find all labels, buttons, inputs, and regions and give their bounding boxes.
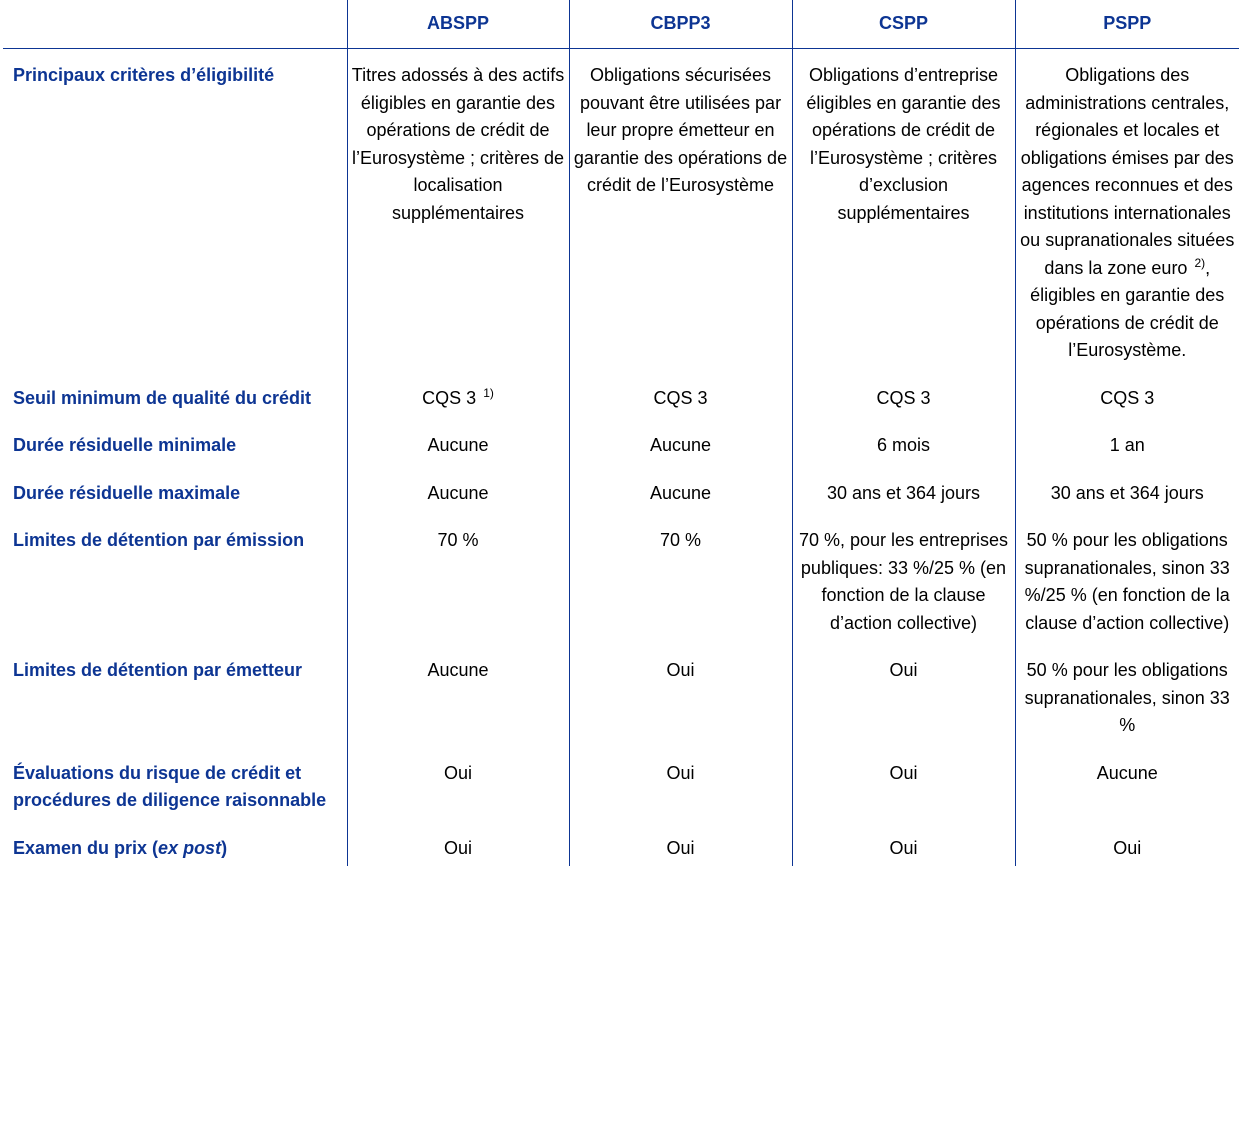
- cell-text: 70 %, pour les entreprises publiques: 33 %/25 % (en fonction de la clause d’action collective): [798, 530, 1009, 633]
- footnote-marker: 2): [1194, 255, 1206, 270]
- cell-text: Oui: [666, 762, 695, 783]
- table-cell: [569, 527, 792, 657]
- cell-text: CQS 3: [1100, 387, 1155, 408]
- table-row-credit-quality: [3, 385, 1239, 433]
- table-cell: [1015, 760, 1239, 835]
- cell-text: Aucune: [427, 482, 489, 503]
- cell-text: CQS 3: [876, 387, 931, 408]
- table-cell: [569, 657, 792, 760]
- table-cell: [792, 527, 1015, 657]
- table-cell: [569, 835, 792, 867]
- table-cell: [792, 480, 1015, 528]
- table-row-issuer-limits: [3, 657, 1239, 760]
- cell-text: Titres adossés à des actifs éligibles en garantie des opérations de crédit de l’Eurosystème ; critères de localisation supplémentaires: [351, 65, 565, 223]
- table-cell: [1015, 432, 1239, 480]
- column-header-abspp: ABSPP: [347, 0, 569, 49]
- column-header-pspp: PSPP: [1015, 0, 1239, 49]
- table-header: [3, 0, 1239, 49]
- cell-text: 70 %: [437, 530, 479, 550]
- table-cell: [347, 657, 569, 760]
- row-label: Limites de détention par émission: [13, 530, 305, 550]
- cell-text: 50 % pour les obligations supranationales, sinon 33 %: [1024, 660, 1230, 735]
- cell-text: 30 ans et 364 jours: [826, 482, 981, 503]
- table-cell: [792, 760, 1015, 835]
- row-label-suffix: ): [221, 837, 228, 858]
- table-row-min-maturity: [3, 432, 1239, 480]
- cell-text: Obligations d’entreprise éligibles en garantie des opérations de crédit de l’Eurosystème ; critères d’exclusion supplémentaires: [806, 65, 1001, 223]
- table-cell: [569, 385, 792, 433]
- row-label: Durée résiduelle minimale: [13, 435, 237, 455]
- row-label-prefix: Examen du prix (: [13, 837, 159, 858]
- table-row-issue-limits: [3, 527, 1239, 657]
- table-cell: [347, 527, 569, 657]
- table-row-price-check: [3, 835, 1239, 867]
- column-header-cbpp3: CBPP3: [569, 0, 792, 49]
- cell-text: CQS 3: [653, 387, 708, 408]
- footnote-marker: 1): [483, 385, 494, 400]
- cell-text: Oui: [666, 837, 695, 858]
- cell-text: 70 %: [659, 530, 702, 550]
- table-cell: [569, 432, 792, 480]
- table-cell: [347, 432, 569, 480]
- table-cell: [569, 49, 792, 385]
- table-cell: [1015, 527, 1239, 657]
- cell-text: 1 an: [1109, 435, 1145, 455]
- cell-text: Oui: [889, 762, 918, 783]
- row-label: Seuil minimum de qualité du crédit: [13, 387, 312, 408]
- table-row-eligibility-criteria: [3, 49, 1239, 385]
- row-label: Évaluations du risque de crédit et procédures de diligence raisonnable: [13, 762, 327, 810]
- cell-text: 50 % pour les obligations supranationales, sinon 33 %/25 % (en fonction de la clause d’action collective): [1024, 530, 1230, 633]
- cell-text: Oui: [443, 837, 472, 858]
- table-cell: [1015, 480, 1239, 528]
- table-row-max-maturity: [3, 480, 1239, 528]
- table-cell: [1015, 49, 1239, 385]
- cell-text: CQS 3: [422, 387, 477, 408]
- row-label: Principaux critères d’éligibilité: [13, 65, 275, 85]
- cell-text: Aucune: [649, 482, 712, 503]
- cell-text-suffix: , éligibles en garantie des opérations de crédit de l’Eurosystème.: [1030, 257, 1225, 360]
- table-cell: [1015, 835, 1239, 867]
- row-label: Limites de détention par émetteur: [13, 660, 303, 680]
- row-label-italic: ex post: [158, 837, 222, 858]
- table-cell: [792, 385, 1015, 433]
- cell-text: Oui: [889, 660, 918, 680]
- cell-text: Aucune: [1096, 762, 1158, 783]
- table-cell: [569, 760, 792, 835]
- table-cell: [792, 835, 1015, 867]
- row-label: Durée résiduelle maximale: [13, 482, 241, 503]
- cell-text: 6 mois: [876, 435, 930, 455]
- table-cell: [792, 657, 1015, 760]
- cell-text: Oui: [443, 762, 472, 783]
- table-row-credit-risk: [3, 760, 1239, 835]
- table-cell: [347, 385, 569, 433]
- header-row: [3, 0, 1239, 49]
- table-cell: [347, 760, 569, 835]
- cell-text: Aucune: [649, 435, 712, 455]
- header-corner-cell: [3, 0, 347, 49]
- cell-text: 30 ans et 364 jours: [1050, 482, 1204, 503]
- cell-text: Oui: [1113, 837, 1142, 858]
- cell-text: Oui: [666, 660, 695, 680]
- cell-text: Aucune: [427, 660, 489, 680]
- eligibility-comparison-table: [3, 0, 1239, 866]
- table-cell: [347, 49, 569, 385]
- cell-text: Aucune: [427, 435, 489, 455]
- table-cell: [569, 480, 792, 528]
- table-cell: [792, 432, 1015, 480]
- cell-text: Obligations des administrations centrales, régionales et locales et obligations émises par des agences reconnues et des institutions internationales ou supranationales situées dans la zone euro: [1020, 65, 1235, 278]
- table-cell: [792, 49, 1015, 385]
- table-cell: [1015, 385, 1239, 433]
- cell-text: Obligations sécurisées pouvant être utilisées par leur propre émetteur en garantie des opérations de crédit de l’Eurosystème: [573, 65, 788, 195]
- table-cell: [347, 480, 569, 528]
- table-body: [3, 49, 1239, 867]
- column-header-cspp: CSPP: [792, 0, 1015, 49]
- row-label: [3, 835, 347, 867]
- table-cell: [1015, 657, 1239, 760]
- table-cell: [347, 835, 569, 867]
- cell-text: Oui: [889, 837, 918, 858]
